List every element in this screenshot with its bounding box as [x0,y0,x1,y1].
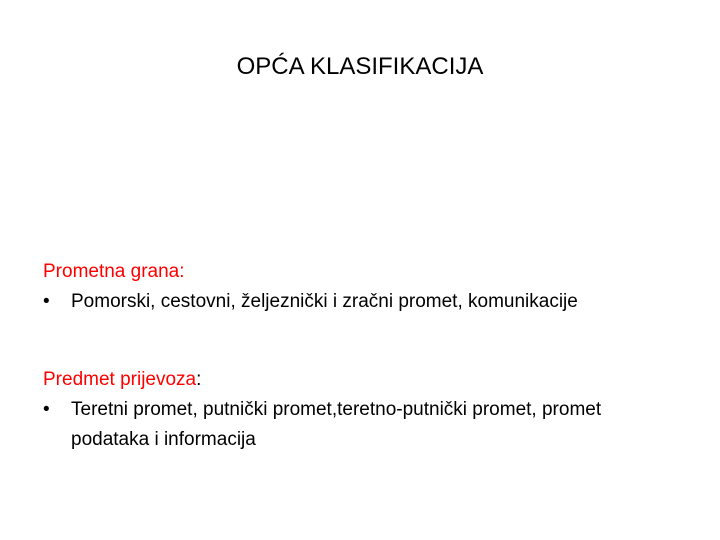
bullet-text: Teretni promet, putnički promet,teretno-putnički promet, promet podataka i informacija [71,399,602,450]
section-heading-label: Predmet prijevoza [43,369,197,390]
section-heading [43,257,671,287]
section-heading-suffix: : [196,369,202,390]
section-prometna-grana [43,257,671,317]
bullet-item [43,395,671,455]
bullet-item [43,287,671,317]
section-predmet-prijevoza [43,365,671,455]
slide-title: OPĆA KLASIFIKACIJA [236,53,484,80]
bullet-icon: • [43,399,50,420]
section-heading-label: Prometna grana: [43,261,185,282]
section-heading [43,365,671,395]
bullet-text: Pomorski, cestovni, željeznički i zračni promet, komunikacije [71,291,578,312]
bullet-icon: • [43,291,50,312]
